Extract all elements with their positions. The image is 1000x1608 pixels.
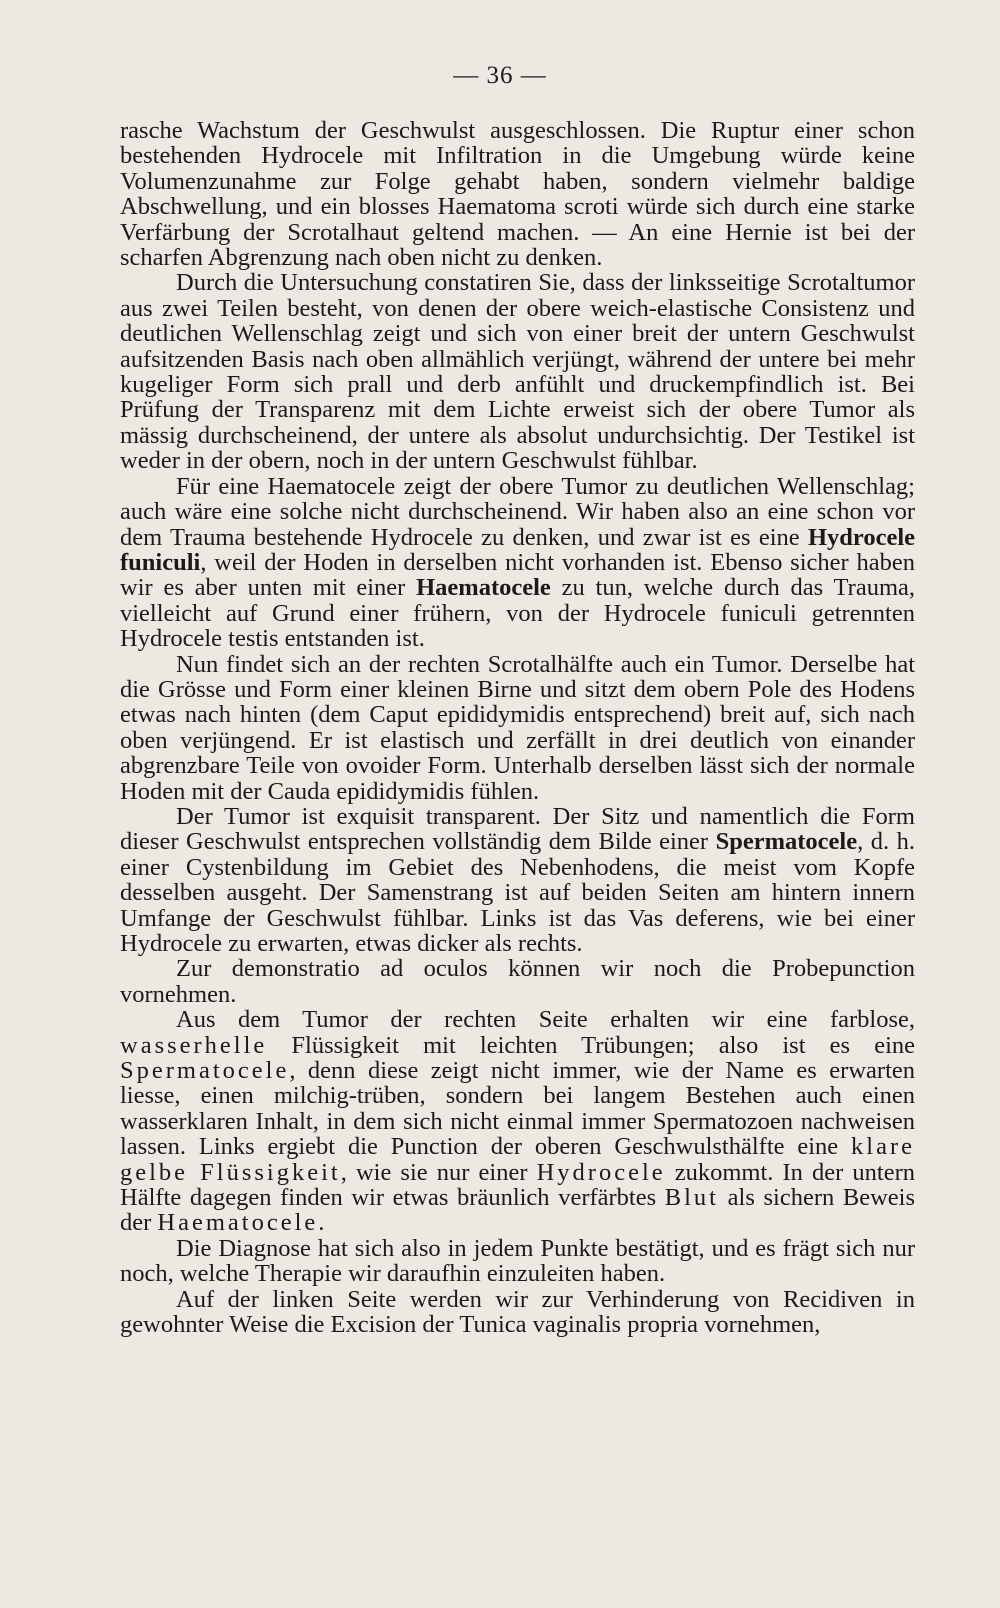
paragraph bbox=[120, 118, 915, 270]
page-body bbox=[120, 118, 915, 1338]
paragraph bbox=[120, 1287, 915, 1338]
text-run: Aus dem Tumor der rechten Seite erhalten wir eine farblose, bbox=[176, 1006, 915, 1034]
text-run: , wie sie nur einer bbox=[340, 1158, 537, 1186]
spaced-emphasis: Blut bbox=[664, 1184, 719, 1212]
paragraph bbox=[120, 804, 915, 956]
spaced-emphasis: Hydrocele bbox=[536, 1158, 666, 1186]
spaced-emphasis: Spermatocele bbox=[120, 1057, 290, 1085]
paragraph bbox=[120, 652, 915, 804]
bold-term: Spermatocele bbox=[715, 828, 858, 856]
text-run: , denn diese zeigt nicht immer, wie der Name es erwarten liesse, einen milchig-trüben, sondern bei langem Bestehen auch einen wasserklaren Inhalt, in dem sich nicht einmal immer Spermatozoen nachweisen lassen. Links ergiebt die Punction der oberen Geschwulsthälfte eine bbox=[120, 1057, 915, 1161]
paragraph bbox=[120, 270, 915, 473]
paragraph bbox=[120, 1236, 915, 1287]
text-run: zukommt. In der untern Hälfte dagegen finden wir etwas bräunlich verfärbtes bbox=[120, 1158, 916, 1212]
text-run: rasche Wachstum der Geschwulst ausgeschlossen. Die Ruptur einer schon bestehenden Hydrocele mit Infiltration in die Umgebung würde keine Volumenzunahme zur Folge gehabt haben, sondern vielmehr baldige Abschwellung, und ein blosses Haematoma scroti würde sich durch eine starke Verfärbung der Scrotalhaut geltend machen. — An eine Hernie ist bei der scharfen Abgrenzung nach oben nicht zu denken. bbox=[120, 117, 915, 272]
spaced-emphasis: Haematocele bbox=[157, 1209, 319, 1237]
text-run: Auf der linken Seite werden wir zur Verhinderung von Recidiven in gewohnter Weise die Excision der Tunica vaginalis propria vornehmen, bbox=[120, 1285, 915, 1339]
paragraph bbox=[120, 1007, 915, 1236]
spaced-emphasis: klare gelbe Flüssigkeit bbox=[120, 1133, 915, 1186]
text-run: Für eine Haematocele zeigt der obere Tumor zu deutlichen Wellenschlag; auch wäre eine solche nicht durchscheinend. Wir haben also an eine schon vor dem Trauma bestehende Hydrocele zu denken, und zwar ist es eine bbox=[120, 472, 915, 551]
text-run: , weil der Hoden in derselben nicht vorhanden ist. Ebenso sicher haben wir es aber unten mit einer bbox=[120, 548, 915, 602]
paragraph bbox=[120, 474, 915, 652]
text-run: Flüssigkeit mit leichten Trübungen; also ist es eine bbox=[267, 1031, 915, 1059]
text-run: Durch die Untersuchung constatiren Sie, dass der linksseitige Scrotaltumor aus zwei Teilen besteht, von denen der obere weich-elastische Consistenz und deutlichen Wellenschlag zeigt und sich von einer breit der untern Geschwulst aufsitzenden Basis nach oben allmählich verjüngt, während der untere bei mehr kugeliger Form sich prall und derb anfühlt und druckempfindlich ist. Bei Prüfung der Transparenz mit dem Lichte erweist sich der obere Tumor als mässig durchscheinend, der untere als absolut undurchsichtig. Der Testikel ist weder in der obern, noch in der untern Geschwulst fühlbar. bbox=[120, 269, 915, 475]
text-run: . bbox=[318, 1209, 325, 1237]
text-run: Die Diagnose hat sich also in jedem Punkte bestätigt, und es frägt sich nur noch, welche Therapie wir daraufhin einzuleiten haben. bbox=[120, 1234, 915, 1288]
spaced-emphasis: wasserhelle bbox=[120, 1031, 268, 1059]
text-run: Zur demonstratio ad oculos können wir noch die Probepunction vornehmen. bbox=[120, 955, 915, 1008]
bold-term: Haematocele bbox=[416, 574, 551, 602]
text-run: als sichern Beweis der bbox=[120, 1184, 915, 1237]
text-run: Der Tumor ist exquisit transparent. Der Sitz und namentlich die Form dieser Geschwulst entsprechen vollständig dem Bilde einer bbox=[120, 802, 915, 856]
text-run: , d. h. einer Cystenbildung im Gebiet des Nebenhodens, die meist vom Kopfe desselben ausgeht. Der Samenstrang ist auf beiden Seiten am hintern innern Umfange der Geschwulst fühlbar. Links ist das Vas deferens, wie bei einer Hydrocele zu erwarten, etwas dicker als rechts. bbox=[120, 828, 915, 957]
text-run: zu tun, welche durch das Trauma, vielleicht auf Grund einer frühern, von der Hydrocele funiculi getrennten Hydrocele testis entstanden ist. bbox=[120, 574, 916, 653]
bold-term: Hydrocele funiculi bbox=[120, 523, 915, 576]
page-number: — 36 — bbox=[453, 62, 547, 89]
text-run: Nun findet sich an der rechten Scrotalhälfte auch ein Tumor. Derselbe hat die Grösse und Form einer kleinen Birne und sitzt dem obern Pole des Hodens etwas nach hinten (dem Caput epididymidis entsprechend) breit auf, sich nach oben verjüngend. Er ist elastisch und zerfällt in drei deutlich von einander abgrenzbare Teile von ovoider Form. Unterhalb derselben lässt sich der normale Hoden mit der Cauda epididymidis fühlen. bbox=[120, 650, 915, 805]
paragraph bbox=[120, 956, 915, 1007]
